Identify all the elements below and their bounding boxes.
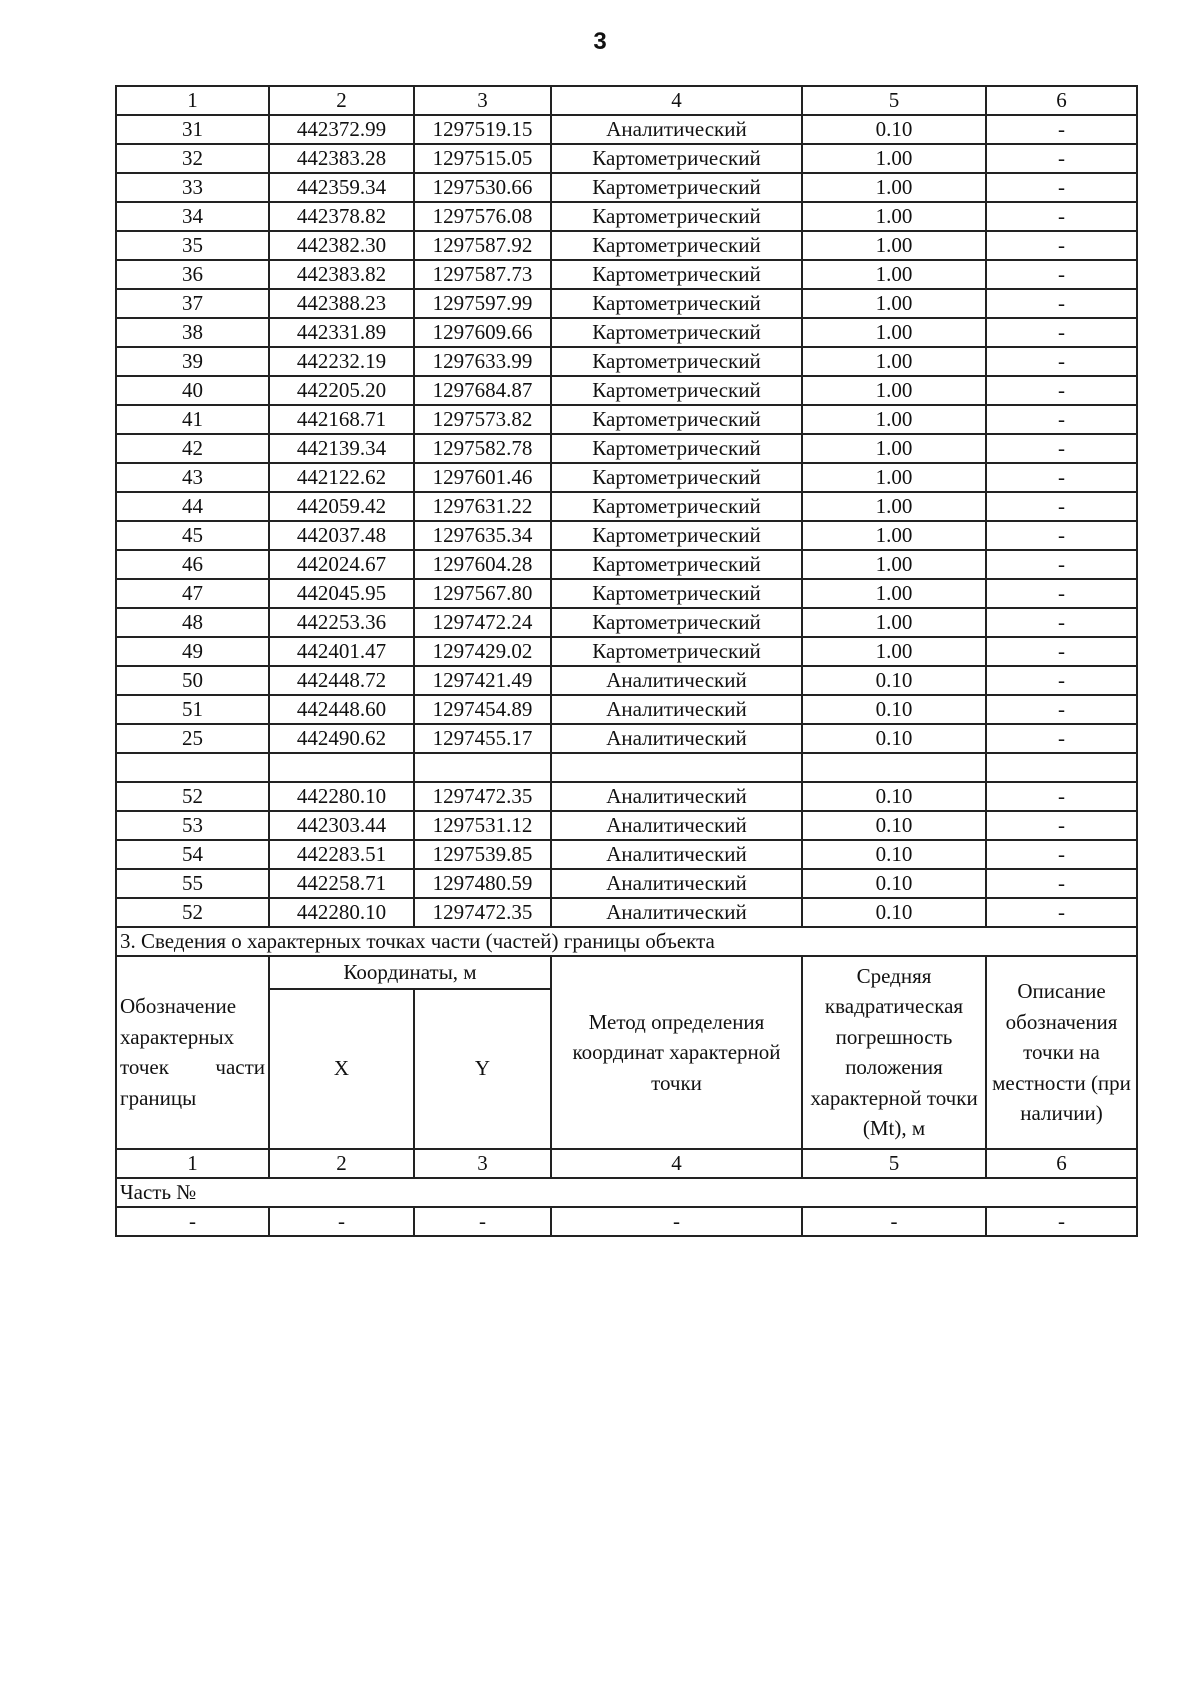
x-cell: 442280.10 <box>269 782 414 811</box>
table-row <box>116 260 1137 289</box>
method-cell <box>551 753 802 782</box>
error-cell: 0.10 <box>802 840 986 869</box>
col-number: 4 <box>551 1149 802 1178</box>
description-cell: - <box>986 811 1137 840</box>
method-cell: Картометрический <box>551 202 802 231</box>
description-cell: - <box>986 347 1137 376</box>
table-row <box>116 289 1137 318</box>
table-row <box>116 521 1137 550</box>
y-cell: 1297455.17 <box>414 724 551 753</box>
method-cell: Картометрический <box>551 318 802 347</box>
error-cell: 1.00 <box>802 376 986 405</box>
point-number-cell: 52 <box>116 782 269 811</box>
y-cell: 1297472.35 <box>414 898 551 927</box>
method-cell: Аналитический <box>551 782 802 811</box>
method-cell: Аналитический <box>551 695 802 724</box>
y-cell: 1297587.92 <box>414 231 551 260</box>
method-cell: Аналитический <box>551 869 802 898</box>
point-number-cell: 32 <box>116 144 269 173</box>
y-cell: 1297631.22 <box>414 492 551 521</box>
table-row <box>116 811 1137 840</box>
method-cell: Картометрический <box>551 289 802 318</box>
error-cell: 1.00 <box>802 173 986 202</box>
x-cell: 442283.51 <box>269 840 414 869</box>
section-header-row <box>116 956 1137 989</box>
point-number-cell: 54 <box>116 840 269 869</box>
x-cell: 442331.89 <box>269 318 414 347</box>
error-cell: 0.10 <box>802 666 986 695</box>
point-number-cell: 31 <box>116 115 269 144</box>
description-cell: - <box>986 869 1137 898</box>
header-method: Метод определения координат характерной точки <box>551 956 802 1149</box>
description-cell <box>986 753 1137 782</box>
table-row <box>116 608 1137 637</box>
table-row <box>116 724 1137 753</box>
error-cell: 1.00 <box>802 492 986 521</box>
point-number-cell: 37 <box>116 289 269 318</box>
method-cell: Картометрический <box>551 463 802 492</box>
x-cell: 442378.82 <box>269 202 414 231</box>
table-cell: - <box>551 1207 802 1236</box>
y-cell: 1297597.99 <box>414 289 551 318</box>
error-cell: 1.00 <box>802 608 986 637</box>
method-cell: Аналитический <box>551 811 802 840</box>
point-number-cell: 36 <box>116 260 269 289</box>
error-cell: 1.00 <box>802 202 986 231</box>
y-cell: 1297429.02 <box>414 637 551 666</box>
section-column-number-row <box>116 1149 1137 1178</box>
table-row <box>116 318 1137 347</box>
description-cell: - <box>986 202 1137 231</box>
y-cell: 1297519.15 <box>414 115 551 144</box>
x-cell: 442383.28 <box>269 144 414 173</box>
y-cell: 1297515.05 <box>414 144 551 173</box>
description-cell: - <box>986 550 1137 579</box>
header-description: Описание обозначения точки на местности (при наличии) <box>986 956 1137 1149</box>
description-cell: - <box>986 637 1137 666</box>
y-cell: 1297539.85 <box>414 840 551 869</box>
x-cell: 442401.47 <box>269 637 414 666</box>
col-number: 5 <box>802 1149 986 1178</box>
table-row <box>116 579 1137 608</box>
table-row <box>116 231 1137 260</box>
x-cell: 442490.62 <box>269 724 414 753</box>
point-number-cell: 34 <box>116 202 269 231</box>
page-number: 3 <box>593 28 607 55</box>
point-number-cell: 43 <box>116 463 269 492</box>
y-cell: 1297601.46 <box>414 463 551 492</box>
header-y: Y <box>414 989 551 1149</box>
point-number-cell: 44 <box>116 492 269 521</box>
header-x: X <box>269 989 414 1149</box>
section-title: 3. Сведения о характерных точках части (частей) границы объекта <box>116 927 1137 956</box>
table-row <box>116 173 1137 202</box>
method-cell: Картометрический <box>551 637 802 666</box>
method-cell: Картометрический <box>551 347 802 376</box>
x-cell: 442448.60 <box>269 695 414 724</box>
y-cell: 1297454.89 <box>414 695 551 724</box>
table-row <box>116 405 1137 434</box>
method-cell: Картометрический <box>551 231 802 260</box>
col-number: 1 <box>116 86 269 115</box>
error-cell: 1.00 <box>802 434 986 463</box>
point-number-cell: 38 <box>116 318 269 347</box>
description-cell: - <box>986 115 1137 144</box>
description-cell: - <box>986 405 1137 434</box>
col-number: 3 <box>414 86 551 115</box>
table-cell: - <box>269 1207 414 1236</box>
error-cell: 0.10 <box>802 724 986 753</box>
error-cell: 1.00 <box>802 405 986 434</box>
col-number: 2 <box>269 86 414 115</box>
table-row <box>116 376 1137 405</box>
x-cell: 442382.30 <box>269 231 414 260</box>
table-row <box>116 492 1137 521</box>
x-cell: 442232.19 <box>269 347 414 376</box>
y-cell: 1297684.87 <box>414 376 551 405</box>
method-cell: Картометрический <box>551 173 802 202</box>
header-error: Средняя квадратическая погрешность положения характерной точки (Mt), м <box>802 956 986 1149</box>
description-cell: - <box>986 666 1137 695</box>
description-cell: - <box>986 318 1137 347</box>
x-cell: 442253.36 <box>269 608 414 637</box>
x-cell: 442383.82 <box>269 260 414 289</box>
method-cell: Картометрический <box>551 608 802 637</box>
method-cell: Картометрический <box>551 144 802 173</box>
description-cell: - <box>986 434 1137 463</box>
error-cell: 0.10 <box>802 898 986 927</box>
method-cell: Аналитический <box>551 724 802 753</box>
table-row <box>116 782 1137 811</box>
col-number: 2 <box>269 1149 414 1178</box>
description-cell: - <box>986 144 1137 173</box>
description-cell: - <box>986 231 1137 260</box>
description-cell: - <box>986 724 1137 753</box>
x-cell: 442045.95 <box>269 579 414 608</box>
y-cell: 1297576.08 <box>414 202 551 231</box>
point-number-cell: 50 <box>116 666 269 695</box>
description-cell: - <box>986 492 1137 521</box>
table-cell: - <box>116 1207 269 1236</box>
point-number-cell <box>116 753 269 782</box>
y-cell: 1297633.99 <box>414 347 551 376</box>
x-cell <box>269 753 414 782</box>
x-cell: 442359.34 <box>269 173 414 202</box>
x-cell: 442448.72 <box>269 666 414 695</box>
table-row <box>116 666 1137 695</box>
part-empty-row <box>116 1207 1137 1236</box>
error-cell: 1.00 <box>802 144 986 173</box>
description-cell: - <box>986 260 1137 289</box>
error-cell: 1.00 <box>802 463 986 492</box>
table-row <box>116 202 1137 231</box>
table-row <box>116 637 1137 666</box>
x-cell: 442372.99 <box>269 115 414 144</box>
error-cell: 1.00 <box>802 231 986 260</box>
description-cell: - <box>986 521 1137 550</box>
col-number: 6 <box>986 86 1137 115</box>
error-cell: 0.10 <box>802 811 986 840</box>
method-cell: Картометрический <box>551 492 802 521</box>
method-cell: Картометрический <box>551 521 802 550</box>
table-cell: - <box>414 1207 551 1236</box>
y-cell: 1297587.73 <box>414 260 551 289</box>
x-cell: 442139.34 <box>269 434 414 463</box>
y-cell: 1297472.24 <box>414 608 551 637</box>
point-number-cell: 49 <box>116 637 269 666</box>
x-cell: 442303.44 <box>269 811 414 840</box>
method-cell: Картометрический <box>551 405 802 434</box>
y-cell: 1297421.49 <box>414 666 551 695</box>
x-cell: 442258.71 <box>269 869 414 898</box>
x-cell: 442168.71 <box>269 405 414 434</box>
error-cell <box>802 753 986 782</box>
point-number-cell: 48 <box>116 608 269 637</box>
description-cell: - <box>986 376 1137 405</box>
error-cell: 1.00 <box>802 550 986 579</box>
description-cell: - <box>986 608 1137 637</box>
table-row <box>116 115 1137 144</box>
error-cell: 0.10 <box>802 782 986 811</box>
error-cell: 0.10 <box>802 695 986 724</box>
description-cell: - <box>986 782 1137 811</box>
y-cell <box>414 753 551 782</box>
point-number-cell: 33 <box>116 173 269 202</box>
point-number-cell: 39 <box>116 347 269 376</box>
x-cell: 442388.23 <box>269 289 414 318</box>
method-cell: Аналитический <box>551 840 802 869</box>
table-row <box>116 840 1137 869</box>
y-cell: 1297635.34 <box>414 521 551 550</box>
y-cell: 1297609.66 <box>414 318 551 347</box>
y-cell: 1297573.82 <box>414 405 551 434</box>
point-number-cell: 46 <box>116 550 269 579</box>
table-cell: - <box>986 1207 1137 1236</box>
error-cell: 0.10 <box>802 869 986 898</box>
table-row <box>116 898 1137 927</box>
coordinates-table <box>115 85 1138 1237</box>
x-cell: 442024.67 <box>269 550 414 579</box>
error-cell: 1.00 <box>802 289 986 318</box>
y-cell: 1297530.66 <box>414 173 551 202</box>
header-point-designation: Обозначение характерных точек части границы <box>116 956 269 1149</box>
col-number: 4 <box>551 86 802 115</box>
method-cell: Аналитический <box>551 115 802 144</box>
method-cell: Аналитический <box>551 666 802 695</box>
error-cell: 1.00 <box>802 579 986 608</box>
col-number: 1 <box>116 1149 269 1178</box>
method-cell: Картометрический <box>551 550 802 579</box>
table-row <box>116 347 1137 376</box>
point-number-cell: 40 <box>116 376 269 405</box>
y-cell: 1297472.35 <box>414 782 551 811</box>
description-cell: - <box>986 173 1137 202</box>
x-cell: 442059.42 <box>269 492 414 521</box>
description-cell: - <box>986 840 1137 869</box>
part-label: Часть № <box>116 1178 1137 1207</box>
description-cell: - <box>986 289 1137 318</box>
col-number: 6 <box>986 1149 1137 1178</box>
table-row <box>116 550 1137 579</box>
x-cell: 442037.48 <box>269 521 414 550</box>
description-cell: - <box>986 579 1137 608</box>
table-row <box>116 434 1137 463</box>
error-cell: 1.00 <box>802 637 986 666</box>
y-cell: 1297567.80 <box>414 579 551 608</box>
x-cell: 442122.62 <box>269 463 414 492</box>
x-cell: 442280.10 <box>269 898 414 927</box>
table-row <box>116 869 1137 898</box>
method-cell: Картометрический <box>551 579 802 608</box>
error-cell: 1.00 <box>802 260 986 289</box>
y-cell: 1297604.28 <box>414 550 551 579</box>
error-cell: 1.00 <box>802 318 986 347</box>
point-number-cell: 45 <box>116 521 269 550</box>
table-cell: - <box>802 1207 986 1236</box>
point-number-cell: 47 <box>116 579 269 608</box>
method-cell: Аналитический <box>551 898 802 927</box>
description-cell: - <box>986 898 1137 927</box>
method-cell: Картометрический <box>551 434 802 463</box>
table-row <box>116 695 1137 724</box>
point-number-cell: 41 <box>116 405 269 434</box>
point-number-cell: 51 <box>116 695 269 724</box>
y-cell: 1297582.78 <box>414 434 551 463</box>
error-cell: 0.10 <box>802 115 986 144</box>
method-cell: Картометрический <box>551 376 802 405</box>
section-title-row <box>116 927 1137 956</box>
y-cell: 1297531.12 <box>414 811 551 840</box>
point-number-cell: 25 <box>116 724 269 753</box>
y-cell: 1297480.59 <box>414 869 551 898</box>
point-number-cell: 42 <box>116 434 269 463</box>
column-number-row <box>116 86 1137 115</box>
x-cell: 442205.20 <box>269 376 414 405</box>
col-number: 3 <box>414 1149 551 1178</box>
part-label-row <box>116 1178 1137 1207</box>
point-number-cell: 52 <box>116 898 269 927</box>
header-coordinates: Координаты, м <box>269 956 551 989</box>
error-cell: 1.00 <box>802 521 986 550</box>
point-number-cell: 53 <box>116 811 269 840</box>
description-cell: - <box>986 695 1137 724</box>
point-number-cell: 35 <box>116 231 269 260</box>
point-number-cell: 55 <box>116 869 269 898</box>
table-row <box>116 753 1137 782</box>
error-cell: 1.00 <box>802 347 986 376</box>
table-row <box>116 463 1137 492</box>
col-number: 5 <box>802 86 986 115</box>
table-row <box>116 144 1137 173</box>
description-cell: - <box>986 463 1137 492</box>
method-cell: Картометрический <box>551 260 802 289</box>
